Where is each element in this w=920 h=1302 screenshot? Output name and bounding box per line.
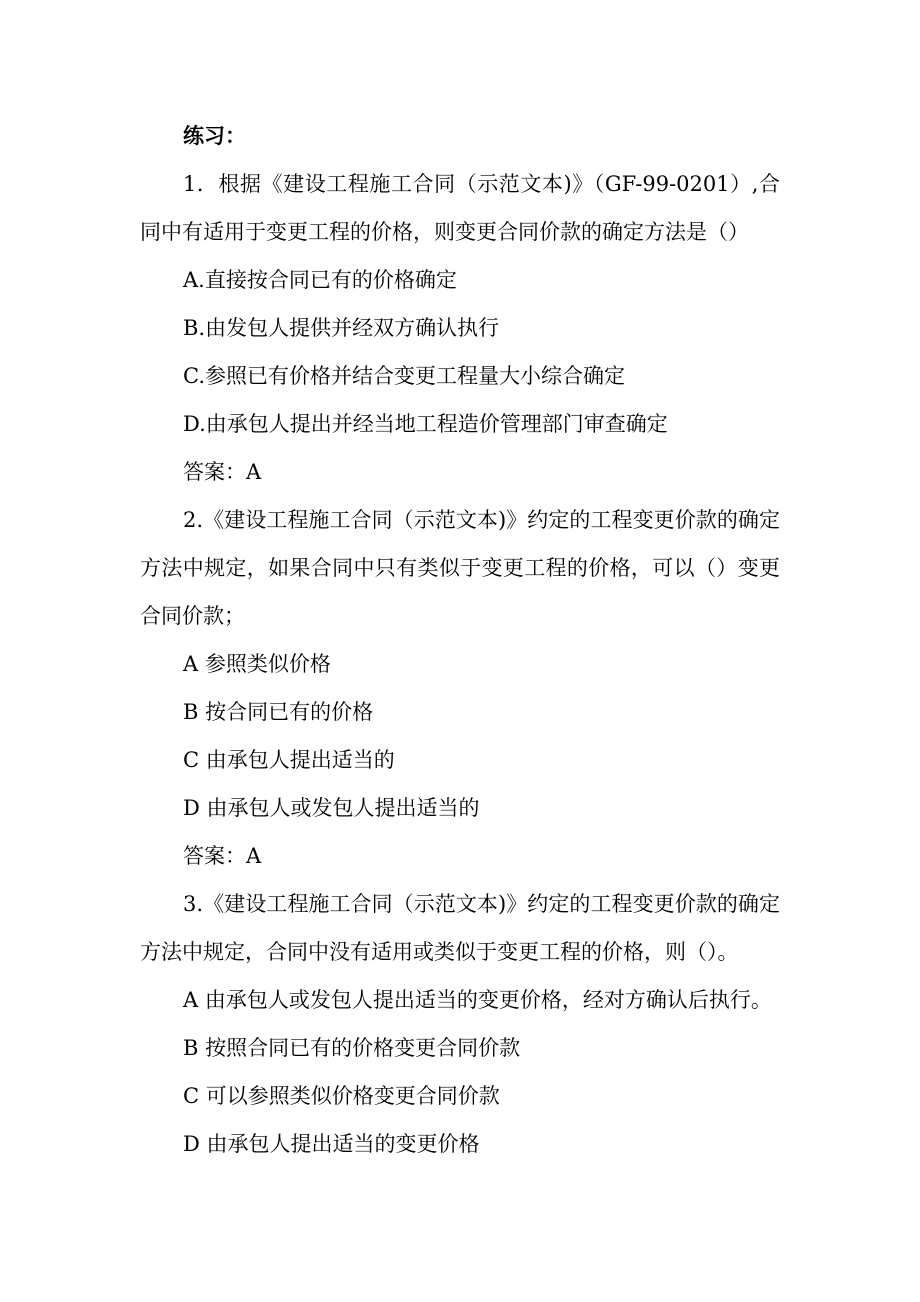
answer-line: 答案：A bbox=[183, 460, 262, 484]
document-body bbox=[140, 112, 780, 1168]
answer-line: 答案：A bbox=[183, 844, 262, 868]
option-b: B 按合同已有的价格 bbox=[183, 700, 374, 724]
question-stem: 3.《建设工程施工合同（示范文本)》约定的工程变更价款的确定方法中规定，合同中没有适用或类似于变更工程的价格，则（）。 bbox=[140, 892, 780, 964]
option-b: B 按照合同已有的价格变更合同价款 bbox=[183, 1036, 521, 1060]
question-stem: 1．根据《建设工程施工合同（示范文本)》（GF-99-0201）,合同中有适用于变更工程的价格，则变更合同价款的确定方法是（） bbox=[140, 172, 780, 244]
question-3 bbox=[140, 880, 780, 1168]
option-d: D.由承包人提出并经当地工程造价管理部门审查确定 bbox=[183, 412, 668, 436]
option-a: A.直接按合同已有的价格确定 bbox=[183, 268, 457, 292]
option-a: A 参照类似价格 bbox=[183, 652, 331, 676]
option-b: B.由发包人提供并经双方确认执行 bbox=[183, 316, 500, 340]
question-2 bbox=[140, 496, 780, 880]
option-d: D 由承包人提出适当的变更价格 bbox=[183, 1132, 480, 1156]
option-d: D 由承包人或发包人提出适当的 bbox=[183, 796, 480, 820]
section-heading: 练习： bbox=[183, 123, 246, 148]
option-c: C 由承包人提出适当的 bbox=[183, 748, 395, 772]
question-stem: 2.《建设工程施工合同（示范文本)》约定的工程变更价款的确定方法中规定，如果合同中只有类似于变更工程的价格，可以（）变更合同价款； bbox=[140, 508, 780, 628]
option-c: C 可以参照类似价格变更合同价款 bbox=[183, 1084, 500, 1108]
question-1 bbox=[140, 160, 780, 496]
option-c: C.参照已有价格并结合变更工程量大小综合确定 bbox=[183, 364, 625, 388]
option-a: A 由承包人或发包人提出适当的变更价格，经对方确认后执行。 bbox=[183, 988, 772, 1012]
